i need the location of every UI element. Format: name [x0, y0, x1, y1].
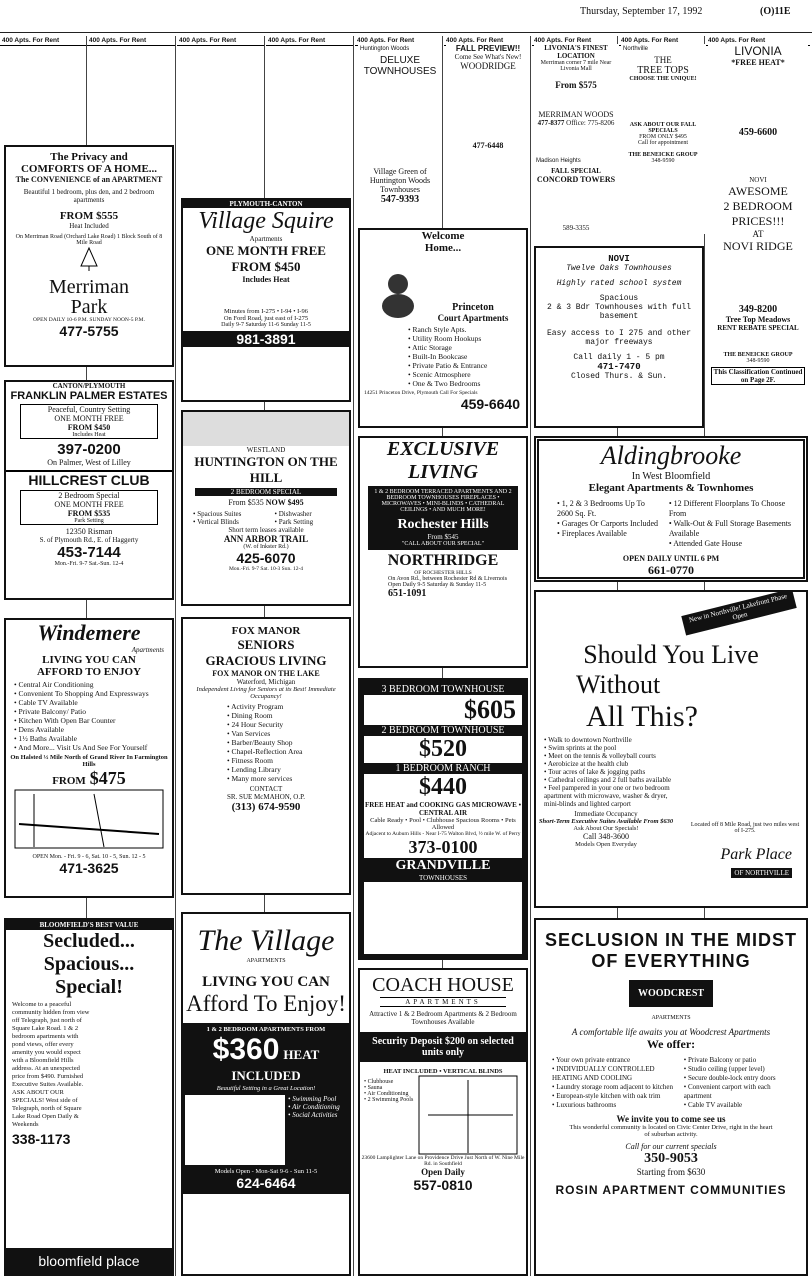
aldingbrooke-feature-item: • Attended Gate House	[668, 539, 743, 548]
fox-manor-feature-item: • Chapel-Reflection Area	[227, 747, 303, 756]
windemere-bullets	[14, 680, 172, 752]
woodridge-ad: FALL PREVIEW!! Come See What's New! WOODRIDGE 477-6448	[446, 44, 530, 219]
village-amenity-item: • Air Conditioning	[288, 1103, 340, 1111]
aldingbrooke-feature-item: • Fireplaces Available	[557, 529, 627, 538]
windemere-feature-item: • Dens Available	[14, 725, 64, 734]
cat-illustration-icon	[368, 260, 428, 320]
aldingbrooke-features-left	[557, 499, 661, 549]
woodcrest-feature-item: • Laundry storage room adjacent to kitchen	[552, 1083, 674, 1091]
fox-manor-feature-item: • Many more services	[227, 774, 293, 783]
concord-towers-ad: Madison Heights FALL SPECIAL CONCORD TOWERS 589-3355	[534, 156, 618, 246]
woodcrest-ad: SECLUSION IN THE MIDST OF EVERYTHING WOODCREST APARTMENTS A comfortable life awaits you at Woodcrest Apartments We offer: • Your own private entrance • INDIVIDUALLY CONTROLLED HEATING AND COOLING • Laundry storage room adjacent to kitchen • European-style kitchen with oak trim • Luxurious bathrooms • Private Balcony or patio • Studio ceiling (upper level) • Secure double-lock entry doors • Convenient carport with each apartment • Cable TV available We invite you to come see us This wonderful community is located on Civic Center Drive, right in the heart of suburban activity. Call for our current specials 350-9053 Starting from $630 ROSIN APARTMENT COMMUNITIES	[534, 918, 808, 1276]
header-date: Thursday, September 17, 1992	[580, 6, 703, 17]
woodcrest-feature-item: • Cable TV available	[683, 1101, 743, 1109]
princeton-feature-item: • Attic Storage	[408, 343, 452, 352]
park-place-feature-item: • Cathedral ceilings and 2 full baths available	[544, 776, 672, 784]
aldingbrooke-features-right	[669, 499, 793, 549]
princeton-bullets	[368, 325, 526, 388]
park-place-feature-item: • Feel pampered in your one or two bedroom apartment with microwave, washer & dryer, mini-blinds and lighted carport	[544, 784, 670, 808]
fox-manor-feature-item: • 24 Hour Security	[227, 720, 284, 729]
the-village-ad: The Village APARTMENTS LIVING YOU CAN Afford To Enjoy! 1 & 2 BEDROOM APARTMENTS FROM $360 HEAT INCLUDED Beautiful Setting in a Great Location! • Swimming Pool • Air Conditioning • Social Activities Models Open - Mon-Sat 9-6 - Sun 11-5 624-6464	[181, 912, 351, 1276]
fox-manor-feature-item: • Activity Program	[227, 702, 284, 711]
column-9: 400 Apts. For Rent	[706, 36, 810, 1276]
princeton-feature-item: • Scenic Atmosphere	[408, 370, 471, 379]
princeton-feature-item: • Private Patio & Entrance	[408, 361, 488, 370]
village-amenity-item: • Social Activities	[288, 1111, 338, 1119]
park-place-feature-item: • Walk to downtown Northville	[544, 736, 632, 744]
huntington-feature-item: • Dishwasher	[274, 510, 312, 518]
merriman-park-ad: The Privacy and COMFORTS OF A HOME... The CONVENIENCE of an APARTMENT Beautiful 1 bedroom, plus den, and 2 bedroom apartments FROM $555 Heat Included On Merriman Road (Orchard Lake Road) 1 Block South of 8 Mile Road Merriman Park OPEN DAILY 10-6 P.M. SUNDAY NOON-5 P.M. 477-5755	[4, 145, 174, 367]
woodcrest-features-left	[552, 1056, 676, 1110]
fox-manor-feature-item: • Lending Library	[227, 765, 281, 774]
aldingbrooke-feature-item: • Garages Or Carports Included	[557, 519, 658, 528]
livonia-free-heat-ad: LIVONIA *FREE HEAT* 459-6600	[708, 44, 808, 174]
windemere-map-icon	[14, 789, 164, 849]
coach-feature-item: • Clubhouse	[364, 1079, 394, 1085]
park-place-feature-item: • Swim sprints at the pool	[544, 744, 617, 752]
woodcrest-feature-item: • Studio ceiling (upper level)	[683, 1065, 765, 1073]
tree-tops-ad: Northville THE TREE TOPS CHOOSE THE UNIQUE! ASK ABOUT OUR FALL SPECIALS FROM ONLY $495 Call for appointment THE BENEICKE GROUP 348-9590	[621, 44, 705, 234]
fox-manor-ad: FOX MANOR SENIORS GRACIOUS LIVING FOX MANOR ON THE LAKE Waterford, Michigan Independent Living for Seniors at its Best! Immediate Occupancy! • Activity Program • Dining Room • 24 Hour Security • Van Services • Barber/Beauty Shop • Chapel-Reflection Area • Fitness Room • Lending Library • Many more services CONTACT SR. SUE McMAHON, O.P. (313) 674-9590	[181, 617, 351, 895]
huntington-feature-item: • Spacious Suites	[193, 510, 242, 518]
franklin-hillcrest-ad: CANTON/PLYMOUTH FRANKLIN PALMER ESTATES Peaceful, Country Setting ONE MONTH FREE FROM $450 Includes Heat 397-0200 On Palmer, West of Lilley HILLCREST CLUB 2 Bedroom Special ONE MONTH FREE FROM $535 Park Setting 12350 Risman S. of Plymouth Rd., E. of Haggerty 453-7144 Mon.-Fri. 9-7 Sat.-Sun. 12-4	[4, 380, 174, 600]
aldingbrooke-feature-item: • 1, 2 & 3 Bedrooms Up To 2600 Sq. Ft.	[557, 499, 645, 518]
park-place-feature-item: • Tour acres of lake & jogging paths	[544, 768, 646, 776]
fox-manor-feature-item: • Van Services	[227, 729, 271, 738]
header-page: (O)11E	[760, 6, 791, 17]
park-place-ad: New in Northville! Lakefront Phase Open Should You Live Without All This? • Walk to downtown Northville • Swim sprints at the pool • Meet on the tennis & volleyball courts • Aerobicize at the health club • Tour acres of lake & jogging paths • Cathedral ceilings and 2 full baths available • Feel pampered in your one or two bedroom apartment with microwave, washer & dryer, mini-blinds and lighted carport Immediate Occupancy Short-Term Executive Suites Available From $630 Ask About Our Specials! Call 348-3600 Models Open Everyday Located off 8 Mile Road, just two miles west of I-275. Park Place OF NORTHVILLE	[534, 590, 808, 908]
fox-manor-feature-item: • Fitness Room	[227, 756, 273, 765]
park-place-feature-item: • Meet on the tennis & volleyball courts	[544, 752, 656, 760]
fox-manor-bullets	[191, 702, 349, 783]
woodcrest-feature-item: • European-style kitchen with oak trim	[552, 1092, 661, 1100]
windemere-feature-item: • Convenient To Shopping And Expressways	[14, 689, 149, 698]
aldingbrooke-ad: Aldingbrooke In West Bloomfield Elegant Apartments & Townhomes • 1, 2 & 3 Bedrooms Up To 2600 Sq. Ft. • Garages Or Carports Included • Fireplaces Available • 12 Different Floorplans To Choose From • Walk-Out & Full Storage Basements Available • Attended Gate House OPEN DAILY UNTIL 6 PM 661-0770 On Drake Rd., Between Maple & Walnut Lake Rd.	[534, 436, 808, 582]
village-amenities	[288, 1095, 340, 1165]
column-3: 400 Apts. For Rent	[177, 36, 265, 1276]
bloomfield-place-ad: BLOOMFIELD'S BEST VALUE Secluded... Spacious... Special! Welcome to a peaceful community hidden from view off Telegraph, just north of Square Lake Road. 1 & 2 bedroom apartments with pond views, offer every amenity you would expect with a Bloomfield Hills address. At an unexpected price from $490. Furnished Executive Suites Available. ASK ABOUT OUR SPECIALS! West side of Telegraph, north of Square Lake Road Open Daily & Weekends 338-1173 bloomfield place	[4, 918, 174, 1276]
woodcrest-feature-item: • Your own private entrance	[552, 1056, 631, 1064]
coach-feature-item: • 2 Swimming Pools	[364, 1097, 414, 1103]
windemere-feature-item: • Central Air Conditioning	[14, 680, 94, 689]
aldingbrooke-feature-item: • 12 Different Floorplans To Choose From	[668, 499, 786, 518]
woodcrest-feature-item: • Secure double-lock entry doors	[683, 1074, 776, 1082]
park-place-feature-item: • Aerobicize at the health club	[544, 760, 629, 768]
column-1: 400 Apts. For Rent	[0, 36, 87, 1276]
fox-manor-feature-item: • Barber/Beauty Shop	[227, 738, 293, 747]
column-7: 400 Apts. For Rent	[532, 36, 618, 1276]
column-2: 400 Apts. For Rent	[87, 36, 176, 1276]
novi-ridge-ad: NOVI AWESOME 2 BEDROOM PRICES!!! AT NOVI RIDGE 349-8200 Tree Top Meadows RENT REBATE SPECIAL THE BENEICKE GROUP 348-9590 This Classification Continued on Page 2F.	[708, 176, 808, 416]
huntington-bullets	[183, 510, 349, 526]
huntington-feature-item: • Vertical Blinds	[193, 518, 239, 526]
princeton-feature-item: • Built-In Bookcase	[408, 352, 468, 361]
twelve-oaks-ad: NOVI Twelve Oaks Townhouses Highly rated school system Spacious 2 & 3 Bdr Townhouses with full basement Easy access to I 275 and other major freeways Call daily 1 - 5 pm 471-7470 Closed Thurs. & Sun.	[534, 246, 704, 428]
princeton-feature-item: • Ranch Style Apts.	[408, 325, 467, 334]
huntington-ad: WESTLAND HUNTINGTON ON THE HILL 2 BEDROOM SPECIAL From $535 NOW $495 • Spacious Suites • Vertical Blinds • Dishwasher • Park Setting Short term leases available ANN ARBOR TRAIL (W. of Inkster Rd.) 425-6070 Mon.-Fri. 9-7 Sat. 10-3 Sun. 12-4	[181, 410, 351, 606]
fox-manor-feature-item: • Dining Room	[227, 711, 273, 720]
park-place-bullets	[544, 736, 674, 808]
tree-logo-icon	[77, 246, 101, 272]
column-8: 400 Apts. For Rent	[619, 36, 705, 1276]
windemere-feature-item: • Private Balcony/ Patio	[14, 707, 86, 716]
northridge-ad: EXCLUSIVE LIVING 1 & 2 BEDROOM TERRACED APARTMENTS AND 2 BEDROOM TOWNHOUSES FIREPLACES • MICROWAVES • MINI-BLINDS • CATHEDRAL CEILINGS • AND MUCH MORE! Rochester Hills From $545 "CALL ABOUT OUR SPECIAL" NORTHRIDGE OF ROCHESTER HILLS On Avon Rd., between Rochester Rd & Livernois Open Daily 9-5 Saturday & Sunday 11-5 651-1091	[358, 436, 528, 668]
merriman-woods-ad: LIVONIA'S FINEST LOCATION Merriman corner 7 mile Near Livonia Mall From $575 MERRIMAN WOODS 477-8377 Office: 775-8206	[534, 44, 618, 156]
coach-feature-item: • Sauna	[364, 1085, 383, 1091]
page-header	[0, 0, 812, 33]
aldingbrooke-feature-item: • Walk-Out & Full Storage Basements Available	[668, 519, 792, 538]
windemere-feature-item: • 1½ Baths Available	[14, 734, 77, 743]
column-5: 400 Apts. For Rent	[355, 36, 443, 1276]
coach-feature-item: • Air Conditioning	[364, 1091, 409, 1097]
coach-house-ad: COACH HOUSE APARTMENTS Attractive 1 & 2 Bedroom Apartments & 2 Bedroom Townhouses Available Security Deposit $200 on selected units only HEAT INCLUDED • VERTICAL BLINDS • Clubhouse • Sauna • Air Conditioning • 2 Swimming Pools 23600 Lamplighter Lane on Providence Drive Just North of W. Nine Mile Rd. in Southfield Open Daily 557-0810	[358, 968, 528, 1276]
village-amenity-item: • Swimming Pool	[288, 1095, 337, 1103]
woodcrest-feature-item: • Private Balcony or patio	[683, 1056, 757, 1064]
windemere-feature-item: • Cable TV Available	[14, 698, 78, 707]
column-4: 400 Apts. For Rent	[266, 36, 354, 1276]
coach-map-icon	[418, 1075, 518, 1155]
woodcrest-feature-item: • Convenient carport with each apartment	[683, 1083, 771, 1100]
village-squire-ad: PLYMOUTH-CANTON Village Squire Apartments ONE MONTH FREE FROM $450 Includes Heat Minutes from I-275 • I-94 • I-96 On Ford Road, just east of I-275 Daily 9-7 Saturday 11-6 Sunday 11-5 981-3891	[181, 198, 351, 402]
huntington-feature-item: • Park Setting	[274, 518, 314, 526]
woodcrest-feature-item: • Luxurious bathrooms	[552, 1101, 617, 1109]
windemere-feature-item: • And More... Visit Us And See For Yourself	[14, 743, 148, 752]
woodcrest-feature-item: • INDIVIDUALLY CONTROLLED HEATING AND COOLING	[552, 1065, 655, 1082]
windemere-ad: Windemere Apartments LIVING YOU CAN AFFORD TO ENJOY • Central Air Conditioning • Convenient To Shopping And Expressways • Cable TV Available • Private Balcony/ Patio • Kitchen With Open Bar Counter • Dens Available • 1½ Baths Available • And More... Visit Us And See For Yourself On Halsted ½ Mile North of Grand River In Farmington Hills FROM $475 OPEN Mon. - Fri. 9 - 6, Sat. 10 - 5, Sun. 12 - 5 471-3625	[4, 618, 174, 898]
grandville-ad: 3 BEDROOM TOWNHOUSE $605 2 BEDROOM TOWNHOUSE $520 1 BEDROOM RANCH $440 FREE HEAT and COOKING GAS MICROWAVE • CENTRAL AIR Cable Ready • Pool • Clubhouse Spacious Rooms • Pets Allowed Adjacent to Auburn Hills - Near I-75 Walton Blvd, ½ mile W. of Perry 373-0100 GRANDVILLE TOWNHOUSES	[358, 678, 528, 960]
village-green-ad: Huntington Woods DELUXE TOWNHOUSES Village Green of Huntington Woods Townhouses 547-9393	[358, 44, 442, 219]
column-6: 400 Apts. For Rent	[444, 36, 531, 1276]
windemere-feature-item: • Kitchen With Open Bar Counter	[14, 716, 116, 725]
woodcrest-features-right	[684, 1056, 798, 1110]
princeton-feature-item: • One & Two Bedrooms	[408, 379, 481, 388]
coach-features	[360, 1075, 418, 1155]
princeton-court-ad: Welcome Home... Princeton Court Apartments • Ranch Style Apts. • Utility Room Hookups • Attic Storage • Built-In Bookcase • Private Patio & Entrance • Scenic Atmosphere • One & Two Bedrooms 14251 Princeton Drive, Plymouth Call For Specials 459-6640	[358, 228, 528, 428]
princeton-feature-item: • Utility Room Hookups	[408, 334, 482, 343]
